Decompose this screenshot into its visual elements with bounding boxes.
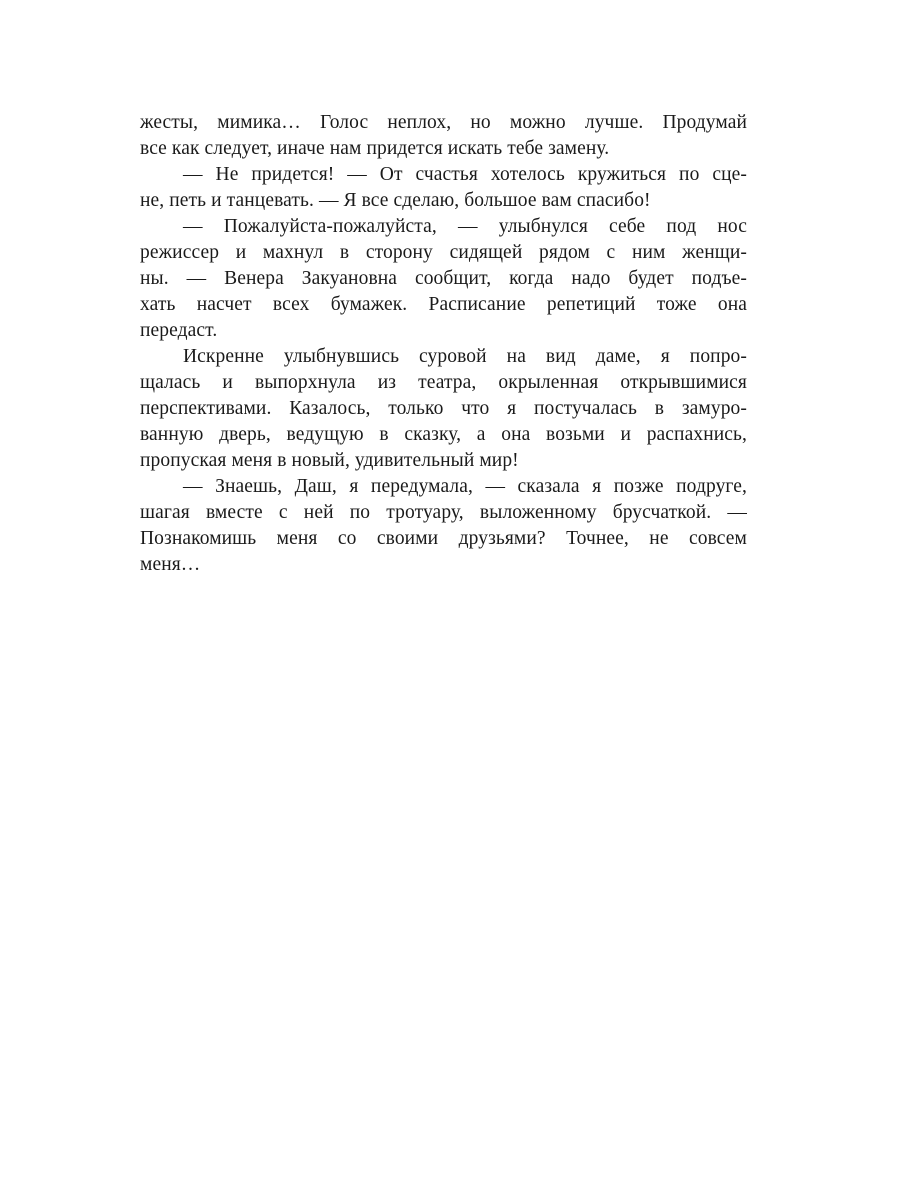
text-line: Познакомишь меня со своими друзьями? Точнее, не совсем [140,528,747,549]
text-line: — Знаешь, Даш, я передумала, — сказала я позже подруге, [183,476,747,497]
text-line: щалась и выпорхнула из театра, окрыленная открывшимися [140,372,747,393]
paragraph [140,162,747,214]
text-line: пропуская меня в новый, удивительный мир! [140,450,519,471]
text-block [140,110,747,578]
paragraph [140,344,747,474]
paragraph [140,214,747,344]
paragraph [140,474,747,578]
text-line: перспективами. Казалось, только что я постучалась в замуро- [140,398,747,419]
text-line: ванную дверь, ведущую в сказку, а она возьми и распахнись, [140,424,747,445]
text-line: все как следует, иначе нам придется искать тебе замену. [140,138,610,159]
text-line: шагая вместе с ней по тротуару, выложенному брусчаткой. — [140,502,747,523]
text-line: — Не придется! — От счастья хотелось кружиться по сце- [183,164,747,185]
text-line: жесты, мимика… Голос неплох, но можно лучше. Продумай [140,112,747,133]
text-line: — Пожалуйста-пожалуйста, — улыбнулся себе под нос [183,216,747,237]
text-line: ны. — Венера Закуановна сообщит, когда надо будет подъе- [140,268,747,289]
text-line: хать насчет всех бумажек. Расписание репетиций тоже она [140,294,747,315]
text-line: Искренне улыбнувшись суровой на вид даме, я попро- [183,346,747,367]
text-line: режиссер и махнул в сторону сидящей рядом с ним женщи- [140,242,747,263]
paragraph [140,110,747,162]
text-line: не, петь и танцевать. — Я все сделаю, большое вам спасибо! [140,190,651,211]
text-line: передаст. [140,320,218,341]
text-line: меня… [140,554,201,575]
